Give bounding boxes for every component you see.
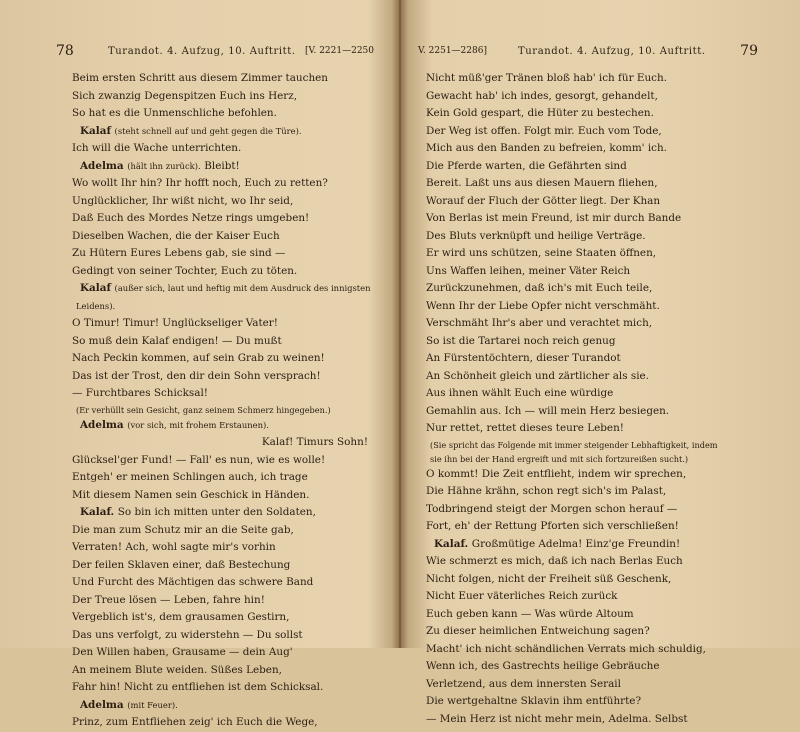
verse-line: Uns Waffen leihen, meiner Väter Reich [426,264,631,277]
verse-line: Nicht müß'ger Tränen bloß hab' ich für Euch. [426,72,667,84]
verse-line: Nicht folgen, nicht der Freiheit süß Geschenk, [426,572,672,585]
verse-range: [V. 2221—2250 [305,46,374,56]
verse-line: Der Weg ist offen. Folgt mir. Euch vom Tode, [426,124,662,137]
verse-line: Daß Euch des Mordes Netze rings umgeben! [72,212,310,224]
verse-line: Gedingt von seiner Tochter, Euch zu töten. [72,264,298,277]
verse-line: — Mein Herz ist nicht mehr mein, Adelma. Selbst [426,712,688,725]
speaker-name: Adelma [80,418,124,431]
speaker-name: Kalaf. [434,537,469,550]
verse-line: Nach Peckin kommen, auf sein Grab zu weinen! [72,352,325,364]
verse-line: Das uns verfolgt, zu widerstehn — Du sollst [72,628,303,641]
stage-direction: (mit Feuer). [127,699,178,710]
verse-line: Wenn Ihr der Liebe Opfer nicht verschmäht. [426,299,660,312]
verse-line: Wie schmerzt es mich, daß ich nach Berlas Euch [426,555,683,567]
verse-line: Zu dieser heimlichen Entweichung sagen? [426,625,650,637]
dialogue-line: Kalaf! Timurs Sohn! [261,436,368,448]
stage-direction: (außer sich, laut und heftig mit dem Ausdruck des innigsten [114,283,371,293]
verse-line: Die man zum Schutz mir an die Seite gab, [72,523,294,536]
speaker-line [72,504,392,522]
verse-line: So ist die Tartarei noch reich genug [426,334,616,347]
verse-line: Euch geben kann — Was würde Altoum [426,607,634,620]
page-number: 78 [56,43,74,59]
verse-line: Prinz, zum Entfliehen zeig' ich Euch die Wege, [72,716,318,728]
verse-line: Kein Gold gespart, die Hüter zu bestechen. [426,107,654,119]
verse-line: Beim ersten Schritt aus diesem Zimmer tauchen [72,72,328,84]
stage-direction: (Sie spricht das Folgende mit immer steigender Lebhaftigkeit, indem [430,439,718,450]
verse-line: Von Berlas ist mein Freund, ist mir durch Bande [426,212,682,224]
right-page-text [426,70,788,728]
verse-line: Verschmäht Ihr's aber und verachtet mich, [426,317,653,329]
verse-line: So muß dein Kalaf endigen! — Du mußt [72,334,282,347]
verse-line: Den Willen haben, Grausame — dein Aug' [72,646,293,658]
verse-line: Die wertgehaltne Sklavin ihm entführte? [426,695,642,707]
verse-line: Der feilen Sklaven einer, daß Bestechung [72,558,291,571]
verse-line: Mit diesem Namen sein Geschick in Händen. [72,488,310,501]
verse-line: Zu Hütern Eures Lebens gab, sie sind — [72,247,286,259]
verse-line: Worauf der Fluch der Götter liegt. Der Khan [426,194,661,207]
verse-line: Nur rettet, rettet dieses teure Leben! [426,422,624,434]
verse-line: Sich zwanzig Degenspitzen Euch ins Herz, [72,89,298,102]
verse-line: Und Furcht des Mächtigen das schwere Band [72,576,314,588]
verse-line: O Timur! Timur! Unglückseliger Vater! [72,317,278,329]
verse-line: Gemahlin aus. Ich — will mein Herz besiegen. [426,404,670,417]
right-page [400,0,800,725]
verse-line: Fahr hin! Nicht zu entfliehen ist dem Schicksal. [72,681,324,693]
verse-line: An meinem Blute weiden. Süßes Leben, [72,663,282,676]
verse-line: Macht' ich nicht schändlichen Verrats mich schuldig, [426,642,706,655]
speaker-line [72,417,392,435]
left-page-header [56,43,374,62]
stage-direction: (hält ihn zurück). [127,160,201,171]
verse-line: — Furchtbares Schicksal! [72,387,208,399]
left-page-text [72,70,392,732]
speaker-name: Adelma [80,698,124,711]
verse-line: Er wird uns schützen, seine Staaten öffnen, [426,247,657,259]
verse-line: Wo wollt Ihr hin? Ihr hofft noch, Euch zu retten? [72,177,328,189]
dialogue-text: Großmütige Adelma! Einz'ge Freundin! [471,537,681,550]
verse-line: O kommt! Die Zeit entflieht, indem wir sprechen, [426,467,687,480]
verse-line: Verraten! Ach, wohl sagte mir's vorhin [72,541,276,553]
dialogue-text: So bin ich mitten unter den Soldaten, [117,506,316,518]
verse-line: So hat es die Unmenschliche befohlen. [72,107,277,119]
verse-line: Wenn ich, des Gastrechts heilige Gebräuche [426,660,660,672]
verse-line: Todbringend steigt der Morgen schon herauf — [426,502,678,515]
verse-line: Nicht Euer väterliches Reich zurück [426,590,618,602]
verse-line: An Fürstentöchtern, dieser Turandot [426,352,621,364]
stage-direction: Leidens). [76,300,116,311]
speaker-line [72,697,392,715]
dialogue-text: Bleibt! [204,159,240,172]
verse-line: Dieselben Wachen, die der Kaiser Euch [72,229,280,242]
verse-line: Bereit. Laßt uns aus diesen Mauern fliehen, [426,177,658,189]
speaker-name: Adelma [80,159,124,172]
verse-range: V. 2251—2286] [418,46,487,56]
speaker-name: Kalaf. [80,506,115,518]
left-page [0,0,400,728]
verse-line: An Schönheit gleich und zärtlicher als sie. [426,369,649,382]
verse-line: Die Pferde warten, die Gefährten sind [426,159,627,172]
speaker-line [426,536,788,554]
running-title: Turandot. 4. Aufzug, 10. Auftritt. [108,46,296,57]
verse-line: Ich will die Wache unterrichten. [72,142,242,154]
stage-direction: sie ihn bei der Hand ergreift und mit sich fortzureißen sucht.) [430,453,689,464]
verse-line: Das ist der Trost, den dir dein Sohn versprach! [72,369,321,382]
right-page-header [418,43,758,62]
page-number: 79 [740,43,758,59]
verse-line: Vergeblich ist's, dem grausamen Gestirn, [72,611,290,623]
verse-line: Fort, eh' der Rettung Pforten sich verschließen! [426,520,679,532]
verse-line: Unglücklicher, Ihr wißt nicht, wo Ihr seid, [72,194,294,207]
verse-line: Verletzend, aus dem innersten Serail [426,677,621,690]
verse-line: Entgeh' er meinen Schlingen auch, ich trage [72,471,308,483]
speaker-line [72,280,392,298]
running-title: Turandot. 4. Aufzug, 10. Auftritt. [518,46,706,57]
verse-line: Mich aus den Banden zu befreien, komm' ich. [426,142,667,154]
stage-direction: (Er verhüllt sein Gesicht, ganz seinem Schmerz hingegeben.) [76,404,331,415]
verse-line: Aus ihnen wählt Euch eine würdige [426,387,614,399]
verse-line: Glücksel'ger Fund! — Fall' es nun, wie es wolle! [72,453,326,466]
speaker-line [72,123,392,141]
speaker-name: Kalaf [80,282,111,294]
verse-line: Zurückzunehmen, daß ich's mit Euch teile, [426,282,653,294]
verse-line: Die Hähne krähn, schon regt sich's im Palast, [426,485,667,497]
verse-line: Gewacht hab' ich indes, gesorgt, gehandelt, [426,89,658,102]
speaker-line [72,158,392,176]
speaker-name: Kalaf [80,124,111,137]
verse-line: Der Treue lösen — Leben, fahre hin! [72,593,265,606]
stage-direction: (steht schnell auf und geht gegen die Türe). [114,125,302,136]
verse-line: Des Bluts verknüpft und heilige Verträge. [426,229,646,242]
stage-direction: (vor sich, mit frohem Erstaunen). [127,419,269,430]
